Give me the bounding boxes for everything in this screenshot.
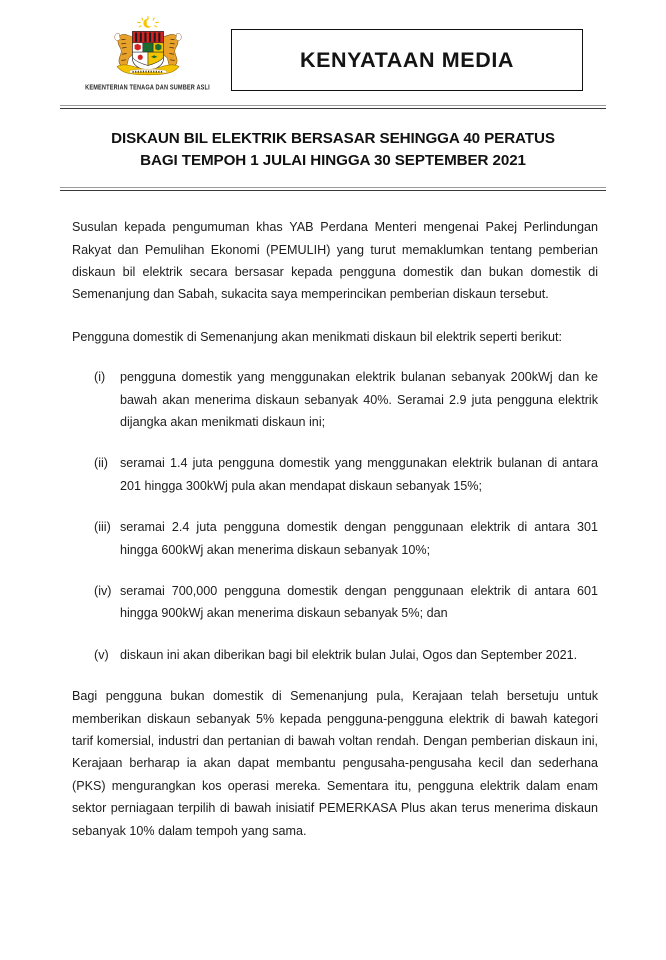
list-item-text: pengguna domestik yang menggunakan elektrik bulanan sebanyak 200kWj dan ke bawah akan menerima diskaun sebanyak 40%. Seramai 2.9 juta pengguna elektrik dijangka akan menikmati diskaun ini; — [120, 370, 598, 429]
header-divider-bottom — [60, 187, 606, 191]
closing-paragraph: Bagi pengguna bukan domestik di Semenanjung pula, Kerajaan telah bersetuju untuk memberikan diskaun sebanyak 5% kepada pengguna-pengguna elektrik di bawah kategori tarif komersial, industri dan pertanian di bawah voltan rendah. Dengan pemberian diskaun ini, Kerajaan berharap ia akan dapat membantu pengusaha-pengusaha kecil dan sederhana (PKS) mengurangkan kos operasi mereka. Sementara itu, pengguna elektrik dalam enam sektor perniagaan terpilih di bawah inisiatif PEMERKASA Plus akan terus menerima diskaun sebanyak 10% dalam tempoh yang sama. — [72, 689, 598, 838]
media-statement-title-box — [231, 29, 583, 91]
ministry-name-label: KEMENTERIAN TENAGA DAN SUMBER ASLI — [85, 84, 210, 93]
list-item-marker: (i) — [94, 370, 106, 385]
list-item — [72, 366, 598, 433]
list-item — [72, 452, 598, 497]
lead-in-paragraph: Pengguna domestik di Semenanjung akan menikmati diskaun bil elektrik seperti berikut: — [72, 329, 563, 344]
document-header — [0, 0, 666, 91]
ministry-crest-block — [60, 16, 235, 93]
list-item-text: seramai 2.4 juta pengguna domestik dengan penggunaan elektrik di antara 301 hingga 600kWj akan menerima diskaun sebanyak 10%; — [120, 520, 598, 557]
list-item-text: diskaun ini akan diberikan bagi bil elektrik bulan Julai, Ogos dan September 2021. — [120, 647, 578, 662]
document-title-line-1: DISKAUN BIL ELEKTRIK BERSASAR SEHINGGA 40 PERATUS — [111, 130, 555, 147]
document-title-line-2: BAGI TEMPOH 1 JULAI HINGGA 30 SEPTEMBER 2021 — [140, 151, 526, 169]
list-item-marker: (ii) — [94, 456, 108, 471]
list-item — [72, 516, 598, 561]
document-title — [72, 128, 594, 171]
list-item — [72, 644, 598, 666]
media-statement-title-label: KENYATAAN MEDIA — [299, 47, 515, 72]
list-item-marker: (iii) — [94, 520, 111, 535]
list-item-marker: (v) — [94, 647, 109, 662]
malaysian-coat-of-arms-icon — [96, 16, 200, 82]
list-item — [72, 580, 598, 625]
list-item-marker: (iv) — [94, 584, 112, 599]
header-divider-top — [60, 105, 606, 109]
list-item-text: seramai 700,000 pengguna domestik dengan penggunaan elektrik di antara 601 hingga 900kWj akan menerima diskaun sebanyak 5%; dan — [120, 584, 598, 621]
intro-paragraph: Susulan kepada pengumuman khas YAB Perdana Menteri mengenai Pakej Perlindungan Rakyat dan Pemulihan Ekonomi (PEMULIH) yang turut memaklumkan tentang pemberian diskaun bil elektrik secara bersasar kepada pengguna domestik dan bukan domestik di Semenanjung dan Sabah, sukacita saya memperincikan pemberian diskaun tersebut. — [72, 220, 598, 302]
discount-list — [72, 366, 598, 666]
document-body — [72, 191, 598, 842]
list-item-text: seramai 1.4 juta pengguna domestik yang menggunakan elektrik bulanan di antara 201 hingga 300kWj pula akan mendapat diskaun sebanyak 15%; — [120, 456, 598, 493]
